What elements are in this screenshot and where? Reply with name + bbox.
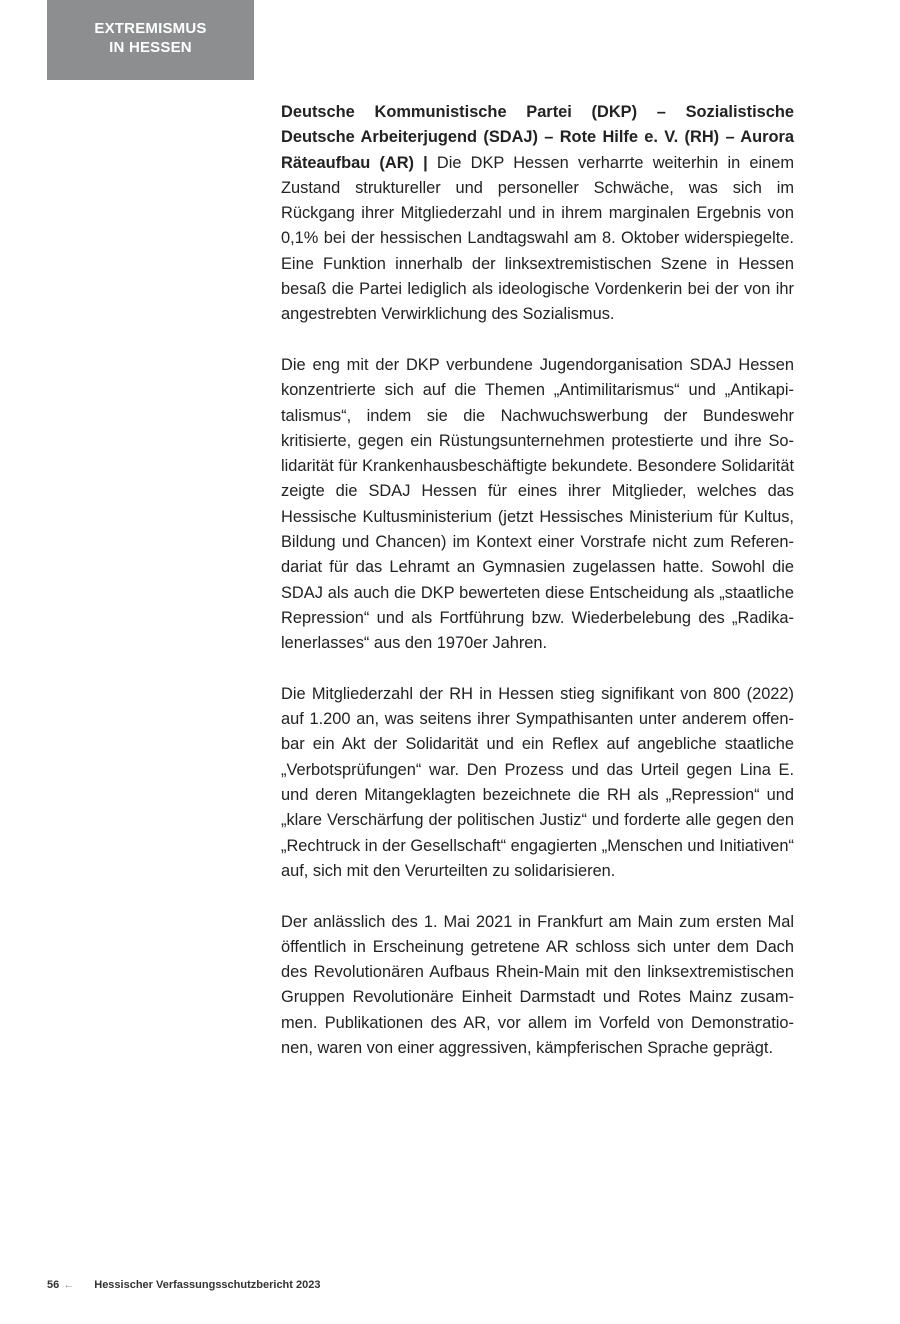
page-number: 56 <box>47 1279 60 1291</box>
arrow-left-icon: ← <box>63 1279 75 1291</box>
section-tab <box>47 0 254 80</box>
article-body <box>281 100 794 1087</box>
paragraph-1 <box>281 100 794 328</box>
publication-title: Hessischer Verfassungsschutzbericht 2023 <box>94 1279 321 1291</box>
section-tab-line1: EXTREMISMUS <box>94 20 207 37</box>
paragraph-2: Die eng mit der DKP verbundene Jugendorganisation SDAJ Hessen konzentrierte sich auf die Themen „Antimilitarismus“ und „Antikapitalismus“, indem sie die Nachwuchswerbung der Bundeswehr kritisierte, gegen ein Rüstungsunternehmen protestierte und ihre Solidarität für Krankenhausbeschäftigte bekundete. Besondere Solidarität zeigte die SDAJ Hessen für eines ihrer Mitglieder, welches das Hessische Kultusministerium (jetzt Hessisches Ministerium für Kultus, Bildung und Chancen) im Kontext einer Vorstrafe nicht zum Referendariat für das Lehramt an Gymnasien zugelassen hatte. Sowohl die SDAJ als auch die DKP bewerteten diese Entscheidung als „staatliche Repression“ und als Fortführung bzw. Wiederbelebung des „Radikalenerlasses“ aus den 1970er Jahren. <box>281 355 794 653</box>
page-footer <box>47 1278 320 1292</box>
paragraph-4: Der anlässlich des 1. Mai 2021 in Frankfurt am Main zum ersten Mal öffentlich in Erscheinung getretene AR schloss sich unter dem Dach des Revolutionären Aufbaus Rhein-Main mit den linksextremistischen Gruppen Revolutionäre Einheit Darmstadt und Rotes Mainz zusammen. Publikationen des AR, vor allem im Vorfeld von Demonstrationen, waren von einer aggressiven, kämpferischen Sprache geprägt. <box>281 912 794 1057</box>
paragraph-3: Die Mitgliederzahl der RH in Hessen stieg signifikant von 800 (2022) auf 1.200 an, was seitens ihrer Sympathisanten unter anderem offenbar ein Akt der Solidarität und ein Reflex auf angebliche staatliche „Verbotsprüfungen“ war. Den Prozess und das Urteil gegen Lina E. und deren Mitangeklagten bezeichnete die RH als „Repression“ und „klare Verschärfung der politischen Justiz“ und forderte alle gegen den „Rechtruck in der Gesellschaft“ engagierten „Menschen und Initiativen“ auf, sich mit den Verurteilten zu solidarisieren. <box>281 684 794 880</box>
paragraph-1-lead: Deutsche Kommunistische Partei (DKP) – Sozialistische Deutsche Arbeiterjugend (SDAJ) – Rote Hilfe e. V. (RH) – Aurora Räteaufbau (AR) | <box>281 103 794 172</box>
paragraph-1-body: Die DKP Hessen verharrte weiterhin in einem Zustand struktureller und personeller Schwäche, was sich im Rückgang ihrer Mitgliederzahl und in ihrem marginalen Ergebnis von 0,1% bei der hessischen Landtagswahl am 8. Oktober widerspiegelte. Eine Funktion innerhalb der linksextremistischen Szene in Hessen besaß die Partei lediglich als ideologische Vordenkerin bei der von ihr angestrebten Verwirklichung des Sozialismus. <box>281 153 794 324</box>
section-tab-line2: IN HESSEN <box>109 39 192 56</box>
